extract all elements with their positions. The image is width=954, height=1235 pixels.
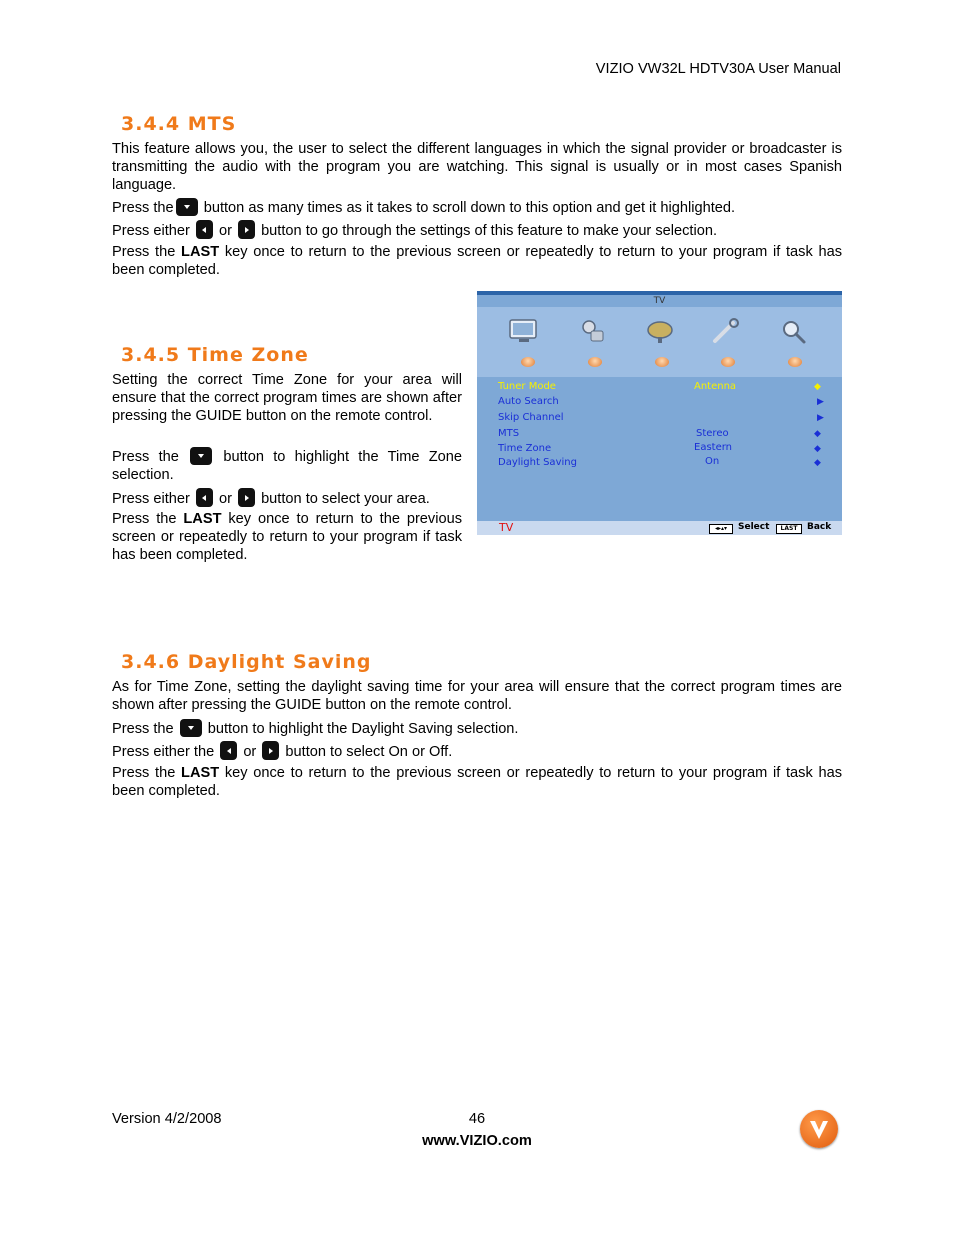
tz-paragraph-1: Setting the correct Time Zone for your area will ensure that the correct program times are shown after pressing the GUIDE button on the remote control. xyxy=(112,372,462,424)
page-number: 46 xyxy=(468,1111,486,1127)
tv-chevron-down-icon xyxy=(721,357,735,367)
text: Press either the xyxy=(112,744,219,760)
text: or xyxy=(239,744,261,760)
right-button-icon xyxy=(238,488,255,507)
last-key-label: LAST xyxy=(181,765,220,781)
vizio-logo-icon xyxy=(800,1110,838,1148)
text: button to go through the settings of this feature to make your selection. xyxy=(257,223,717,239)
tv-row-label: Auto Search xyxy=(498,396,559,407)
left-button-icon xyxy=(196,220,213,239)
mts-paragraph-2 xyxy=(112,198,842,217)
tv-menu-screenshot xyxy=(477,291,842,535)
text: key once to return to the previous screen or repeatedly to return to your program if task has been completed. xyxy=(112,244,842,278)
heading-daylight-saving: 3.4.6 Daylight Saving xyxy=(121,651,372,673)
text: key once to return to the previous screen or repeatedly to return to your program if task has been completed. xyxy=(112,765,842,799)
right-button-icon xyxy=(262,741,279,760)
tv-audio-icon xyxy=(577,317,611,347)
tv-row-indicator: ◆ xyxy=(814,382,821,392)
version-label: Version 4/2/2008 xyxy=(112,1111,222,1127)
ds-paragraph-4 xyxy=(112,764,842,800)
manual-title: VIZIO VW32L HDTV30A User Manual xyxy=(595,61,841,77)
text: button to select your area. xyxy=(257,491,430,507)
left-button-icon xyxy=(196,488,213,507)
tv-search-icon xyxy=(777,317,811,347)
text: Press either xyxy=(112,491,194,507)
tv-row-indicator: ◆ xyxy=(814,444,821,454)
tv-chevron-down-icon xyxy=(588,357,602,367)
text: or xyxy=(214,223,237,239)
tv-chevron-down-icon xyxy=(655,357,669,367)
heading-mts: 3.4.4 MTS xyxy=(121,113,237,135)
text: Press the xyxy=(112,449,189,465)
tv-last-key-icon: LAST xyxy=(776,524,802,534)
tv-menu-footer xyxy=(477,521,842,535)
tv-source-label: TV xyxy=(499,521,514,534)
left-button-icon xyxy=(220,741,237,760)
down-button-icon xyxy=(190,447,212,465)
tv-row-label: Tuner Mode xyxy=(498,381,556,392)
down-button-icon xyxy=(180,719,202,737)
vizio-v-icon xyxy=(800,1110,838,1148)
tv-chevron-down-icon xyxy=(521,357,535,367)
mts-paragraph-3 xyxy=(112,220,842,240)
tv-menu-title: TV xyxy=(653,296,666,306)
ds-paragraph-1: As for Time Zone, setting the daylight saving time for your area will ensure that the correct program times are shown after pressing the GUIDE button on the remote control. xyxy=(112,679,842,713)
ds-paragraph-2 xyxy=(112,719,842,738)
text: button as many times as it takes to scroll down to this option and get it highlighted. xyxy=(199,200,736,216)
tv-row-indicator: ▶ xyxy=(817,413,824,423)
tv-footer-back: Back xyxy=(807,522,832,532)
tv-row-indicator: ▶ xyxy=(817,397,824,407)
tv-row-indicator: ◆ xyxy=(814,458,821,468)
text: Press the xyxy=(112,765,182,781)
tv-row-value: On xyxy=(705,456,720,467)
mts-paragraph-4 xyxy=(112,243,842,279)
tv-row-value: Eastern xyxy=(694,442,733,453)
tv-row-value: Antenna xyxy=(694,381,737,392)
ds-paragraph-3 xyxy=(112,741,842,761)
tz-paragraph-4 xyxy=(112,510,462,564)
text: button to highlight the Time Zone selection. xyxy=(112,449,462,483)
website-link[interactable]: www.VIZIO.com xyxy=(422,1133,532,1149)
tv-row-value: Stereo xyxy=(696,428,729,439)
tv-chevron-down-icon xyxy=(788,357,802,367)
tz-paragraph-2 xyxy=(112,447,462,484)
text: button to select On or Off. xyxy=(281,744,453,760)
text: Press the xyxy=(112,244,182,260)
tv-arrows-key-icon: ◂▸▴▾ xyxy=(709,524,733,534)
tv-antenna-icon xyxy=(643,317,677,347)
last-key-label: LAST xyxy=(183,511,222,527)
tv-row-indicator: ◆ xyxy=(814,429,821,439)
text: Press either xyxy=(112,223,194,239)
last-key-label: LAST xyxy=(181,244,220,260)
right-button-icon xyxy=(238,220,255,239)
text: Press the xyxy=(112,511,184,527)
text: Press the xyxy=(112,200,174,216)
down-button-icon xyxy=(176,198,198,216)
heading-time-zone: 3.4.5 Time Zone xyxy=(121,344,309,366)
tv-row-label: Skip Channel xyxy=(498,412,564,423)
tv-row-label: Time Zone xyxy=(498,443,552,454)
text: Press the xyxy=(112,721,178,737)
tz-paragraph-3 xyxy=(112,488,462,508)
tv-setup-wrench-icon xyxy=(709,317,743,347)
text: key once to return to the previous screen or repeatedly to return to your program if task has been completed. xyxy=(112,511,462,563)
mts-paragraph-1: This feature allows you, the user to select the different languages in which the signal provider or broadcaster is transmitting the audio with the program you are watching. This signal is usually or in most cases Spanish language. xyxy=(112,141,842,193)
text: or xyxy=(214,491,237,507)
tv-footer-select: Select xyxy=(738,522,770,532)
tv-row-label: Daylight Saving xyxy=(498,457,577,468)
tv-picture-icon xyxy=(507,317,541,347)
text: button to highlight the Daylight Saving selection. xyxy=(203,721,519,737)
tv-row-label: MTS xyxy=(498,428,520,439)
